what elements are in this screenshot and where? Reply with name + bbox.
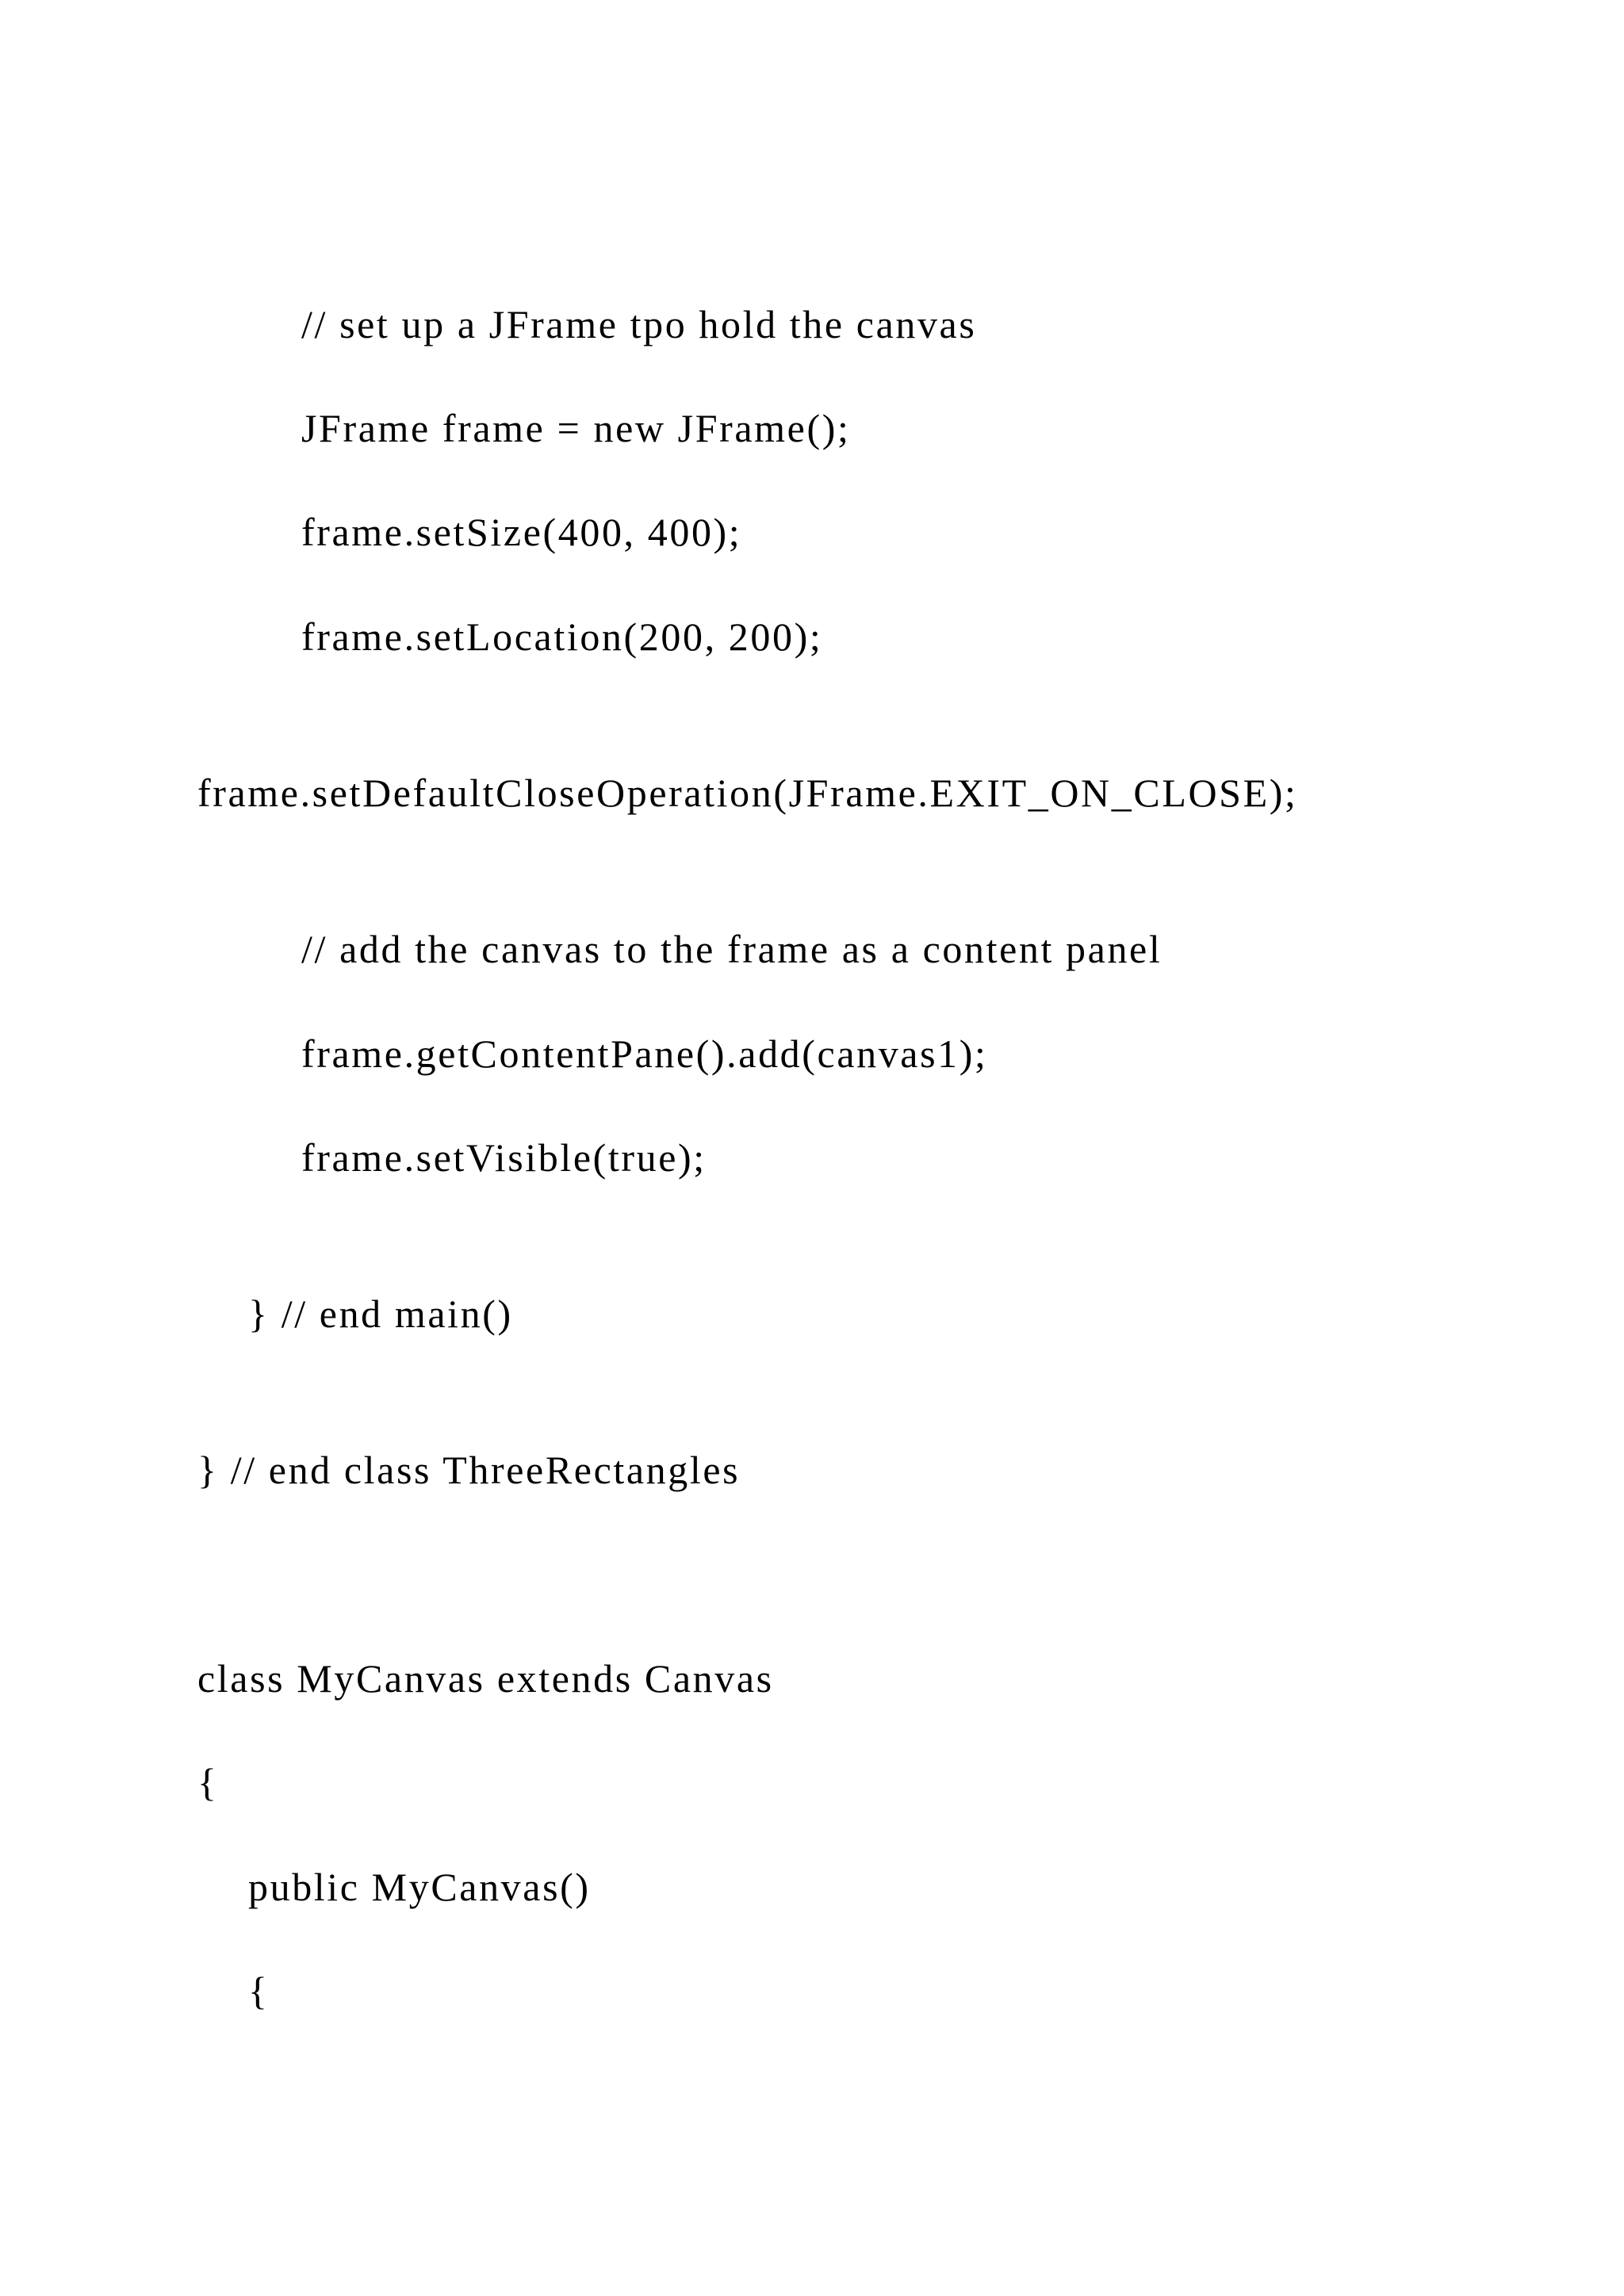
code-line-constructor: public MyCanvas() bbox=[248, 1865, 591, 1909]
code-line-set-close-operation: frame.setDefaultCloseOperation(JFrame.EXIT_ON_CLOSE); bbox=[197, 771, 1298, 815]
code-line-new-jframe: JFrame frame = new JFrame(); bbox=[301, 406, 851, 450]
code-line-end-class: } // end class ThreeRectangles bbox=[197, 1448, 741, 1492]
code-line-end-main: } // end main() bbox=[248, 1292, 513, 1336]
code-comment-add-canvas: // add the canvas to the frame as a content panel bbox=[301, 927, 1162, 971]
code-comment-setup-frame: // set up a JFrame tpo hold the canvas bbox=[301, 302, 977, 346]
code-line-set-size: frame.setSize(400, 400); bbox=[301, 510, 742, 554]
code-line-class-open-brace: { bbox=[197, 1760, 219, 1804]
code-line-set-visible: frame.setVisible(true); bbox=[301, 1135, 707, 1180]
code-line-set-location: frame.setLocation(200, 200); bbox=[301, 614, 823, 659]
code-line-constructor-brace: { bbox=[248, 1969, 270, 2013]
code-line-add-canvas: frame.getContentPane().add(canvas1); bbox=[301, 1031, 988, 1076]
code-line-class-declaration: class MyCanvas extends Canvas bbox=[197, 1656, 774, 1701]
